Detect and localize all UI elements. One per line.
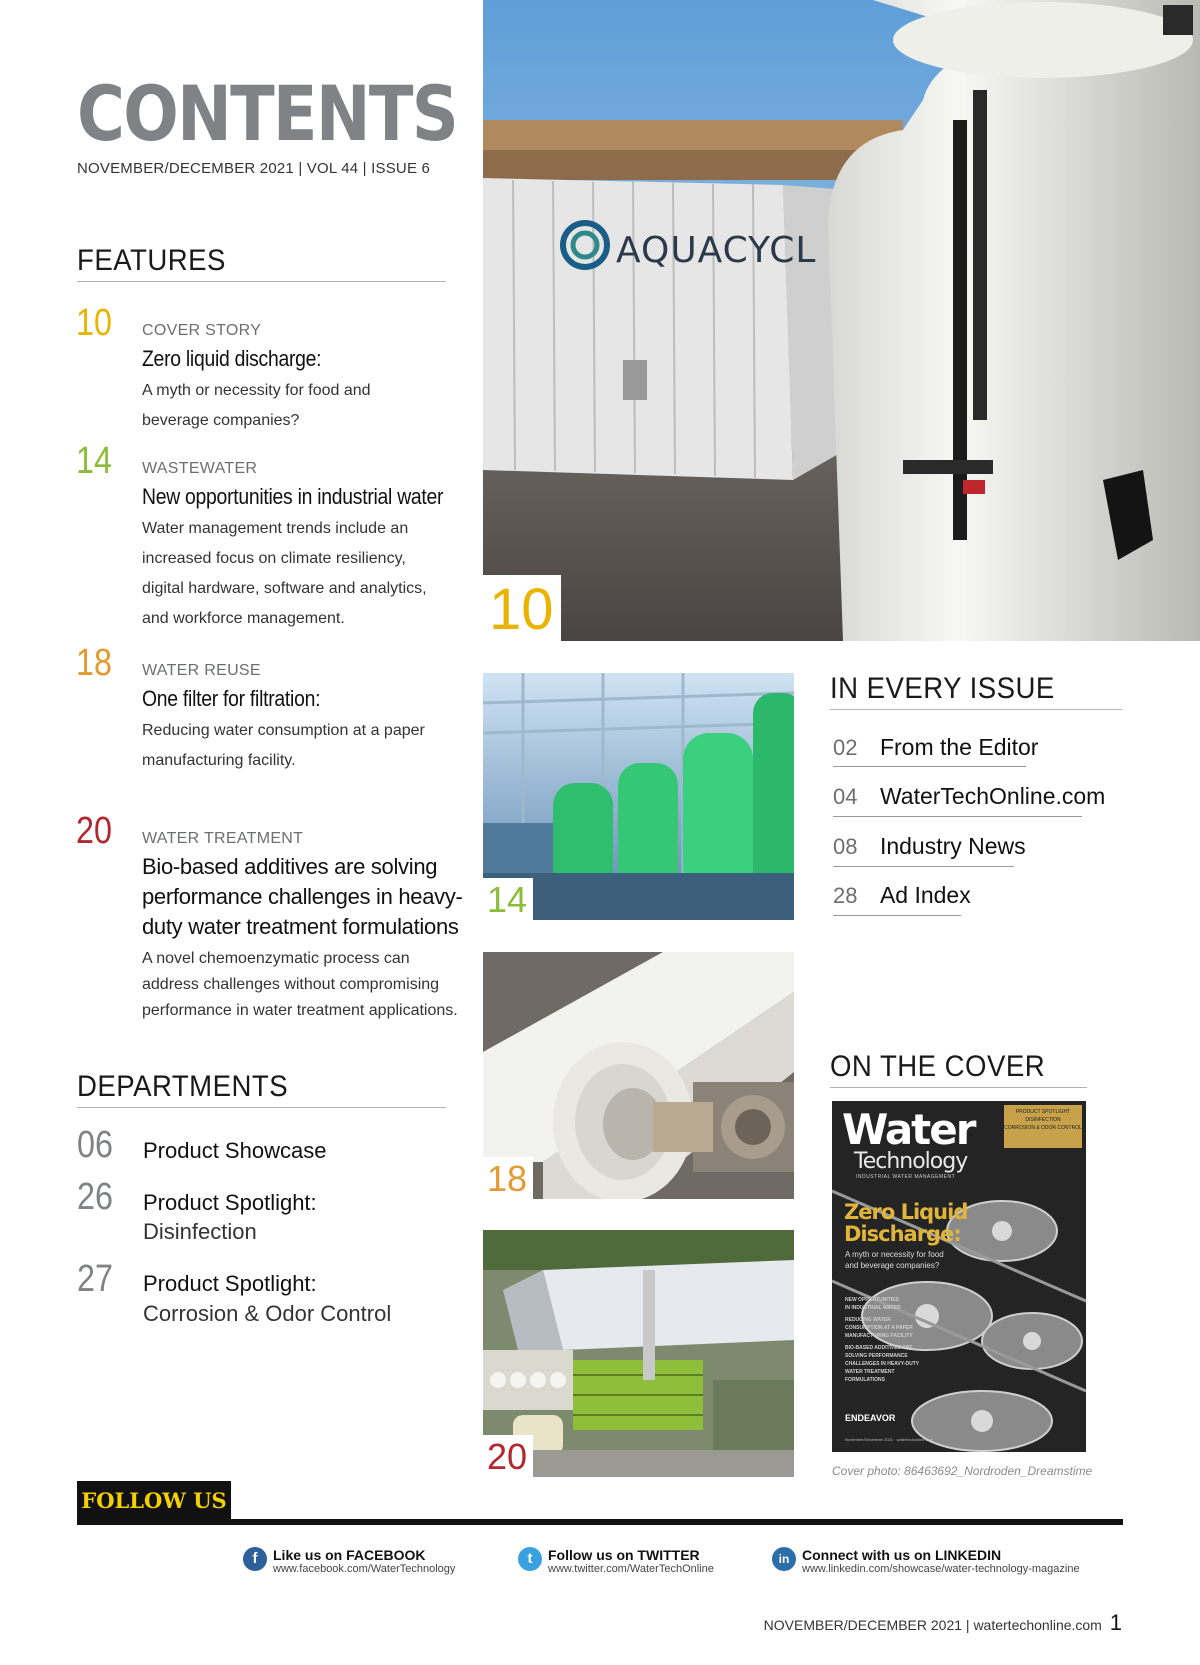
department-subtitle: Disinfection — [143, 1219, 257, 1244]
every-issue-underline — [833, 766, 1026, 767]
features-rule — [77, 281, 446, 282]
cover-masthead: Water — [842, 1105, 975, 1154]
follow-us-label: FOLLOW US — [77, 1481, 231, 1521]
every-issue-underline — [833, 816, 1082, 817]
feature-title[interactable]: Bio-based additives are solving performance challenges in heavy- duty water treatment formulations — [142, 854, 463, 939]
on-cover-rule — [830, 1087, 1087, 1088]
departments-rule — [77, 1107, 446, 1108]
feature-page-number: 10 — [76, 302, 112, 344]
department-title[interactable]: Product Spotlight: — [143, 1271, 317, 1296]
cover-story-photo[interactable] — [483, 0, 1200, 641]
cover-teasers: NEW OPPORTUNITIES IN INDUSTRIAL WATER REDUCING WATER CONSUMPTION AT A PAPER MANUFACTURING FACILITY BIO-BASED ADDITIVES ARE SOLVING PERFORMANCE CHALLENGES IN HEAVY-DUTY WATER TREATMENT FORMULATIONS — [845, 1297, 920, 1383]
feature-category: COVER STORY — [142, 322, 262, 339]
twitter-link[interactable]: t Follow us on TWITTER www.twitter.com/WaterTechOnline — [518, 1547, 714, 1575]
feature-page-number: 14 — [76, 440, 112, 482]
photo-water-treatment[interactable] — [483, 1230, 794, 1477]
cover-photo-credit: Cover photo: 86463692_Nordroden_Dreamstime — [832, 1464, 1093, 1478]
cover-footer: November/December 2021 · watertechonline.com — [845, 1437, 934, 1442]
page-footer: NOVEMBER/DECEMBER 2021 | watertechonline.com 1 — [763, 1610, 1122, 1635]
cover-story-illustration — [483, 0, 1200, 641]
cover-masthead-sub: Technology — [854, 1149, 968, 1174]
every-issue-underline — [833, 915, 961, 916]
every-issue-item[interactable]: 02 From the Editor — [833, 734, 1039, 760]
feature-title[interactable]: One filter for filtration: — [142, 686, 321, 711]
every-issue-item[interactable]: 28 Ad Index — [833, 882, 971, 908]
photo-page-badge: 18 — [483, 1157, 533, 1199]
aquacycl-sign: AQUACYCL — [616, 230, 817, 271]
every-issue-item[interactable]: 08 Industry News — [833, 833, 1026, 859]
departments-heading: DEPARTMENTS — [77, 1070, 289, 1103]
every-issue-item[interactable]: 04 WaterTechOnline.com — [833, 783, 1106, 809]
photo-page-badge: 20 — [483, 1435, 533, 1477]
department-subtitle: Corrosion & Odor Control — [143, 1301, 392, 1326]
feature-page-number: 18 — [76, 642, 112, 684]
linkedin-link[interactable]: in Connect with us on LINKEDIN www.linkedin.com/showcase/water-technology-magazine — [772, 1547, 1080, 1575]
department-page-number: 06 — [77, 1124, 113, 1166]
feature-description: A novel chemoenzymatic process can address challenges without compromising performance in water treatment applications. — [142, 950, 458, 1019]
feature-description: Water management trends include an increased focus on climate resiliency, digital hardware, software and analytics, and workforce management. — [142, 520, 427, 627]
magazine-cover[interactable] — [832, 1101, 1086, 1452]
feature-page-number: 20 — [76, 810, 112, 852]
facebook-icon: f — [243, 1547, 267, 1571]
page-number: 1 — [1109, 1610, 1122, 1635]
every-issue-rule — [830, 709, 1122, 710]
issue-line: NOVEMBER/DECEMBER 2021 | VOL 44 | ISSUE 6 — [77, 160, 431, 177]
feature-category: WATER REUSE — [142, 662, 261, 679]
every-issue-heading: IN EVERY ISSUE — [830, 672, 1055, 705]
feature-title[interactable]: New opportunities in industrial water — [142, 484, 444, 509]
department-title[interactable]: Product Showcase — [143, 1138, 327, 1163]
page-title: CONTENTS — [77, 69, 458, 158]
feature-title[interactable]: Zero liquid discharge: — [142, 346, 322, 371]
cover-headline: Zero Liquid Discharge: — [844, 1200, 968, 1246]
follow-us-rule — [77, 1519, 1123, 1525]
features-heading: FEATURES — [77, 244, 226, 277]
feature-category: WATER TREATMENT — [142, 830, 304, 847]
cover-spotlight-badge: PRODUCT SPOTLIGHT DISINFECTION CORROSION & ODOR CONTROL — [1004, 1105, 1082, 1148]
photo-page-badge: 10 — [483, 575, 561, 641]
on-cover-heading: ON THE COVER — [830, 1050, 1046, 1083]
feature-category: WASTEWATER — [142, 460, 258, 477]
every-issue-underline — [833, 866, 1014, 867]
linkedin-icon: in — [772, 1547, 796, 1571]
feature-description: Reducing water consumption at a paper manufacturing facility. — [142, 722, 425, 769]
cover-tagline: INDUSTRIAL WATER MANAGEMENT — [856, 1174, 956, 1180]
twitter-icon: t — [518, 1547, 542, 1571]
photo-water-reuse[interactable] — [483, 952, 794, 1199]
feature-description: A myth or necessity for food and beverage companies? — [142, 382, 371, 429]
department-title[interactable]: Product Spotlight: — [143, 1190, 317, 1215]
photo-page-badge: 14 — [483, 878, 533, 920]
cover-subhead: A myth or necessity for food and beverage companies? — [845, 1250, 944, 1270]
photo-wastewater[interactable] — [483, 673, 794, 920]
department-page-number: 26 — [77, 1176, 113, 1218]
department-page-number: 27 — [77, 1258, 113, 1300]
facebook-link[interactable]: f Like us on FACEBOOK www.facebook.com/WaterTechnology — [243, 1547, 455, 1575]
cover-publisher-logo: ENDEAVOR — [845, 1413, 896, 1423]
